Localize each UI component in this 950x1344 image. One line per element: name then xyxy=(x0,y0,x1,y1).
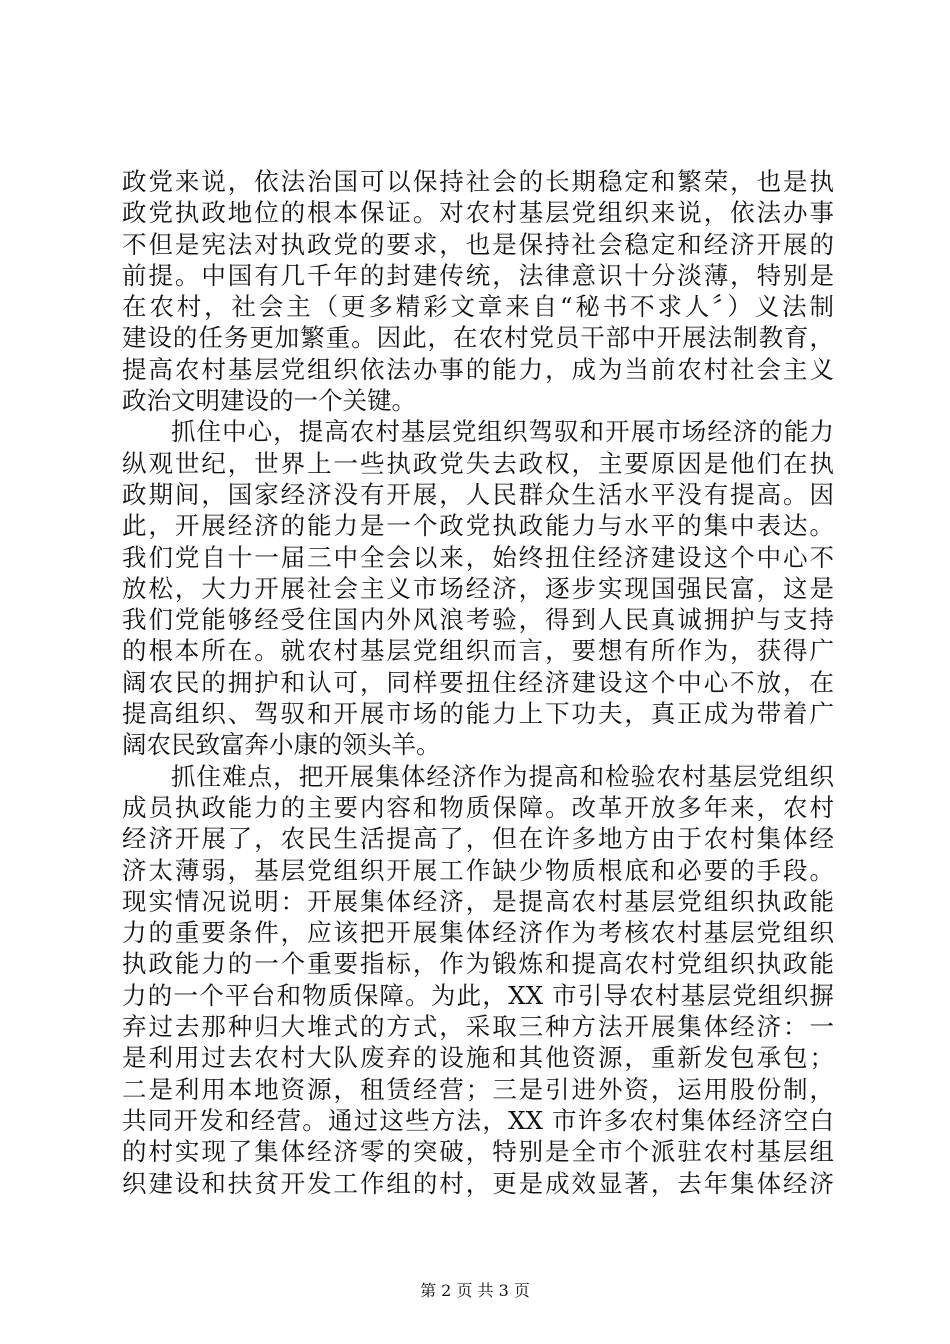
text-line: 的根本所在。就农村基层党组织而言，要想有所作为，获得广 xyxy=(122,636,834,666)
text-line: 力的重要条件，应该把开展集体经济作为考核农村基层党组织 xyxy=(122,918,834,948)
text-line: 济太薄弱，基层党组织开展工作缺少物质根底和必要的手段。 xyxy=(122,855,834,885)
text-line: 提高农村基层党组织依法办事的能力，成为当前农村社会主义 xyxy=(122,354,834,384)
text-line: 政党来说，依法治国可以保持社会的长期稳定和繁荣，也是执 xyxy=(122,167,834,196)
text-line: 放松，大力开展社会主义市场经济，逐步实现国强民富，这是 xyxy=(122,573,834,603)
text-line: 现实情况说明：开展集体经济，是提高农村基层党组织执政能 xyxy=(122,886,834,916)
text-line: 抓住中心，提高农村基层党组织驾驭和开展市场经济的能力 xyxy=(171,417,834,447)
body-text xyxy=(122,166,834,1199)
text-line: 的村实现了集体经济零的突破，特别是全市个派驻农村基层组 xyxy=(122,1137,834,1167)
text-line: 此，开展经济的能力是一个政党执政能力与水平的集中表达。 xyxy=(122,511,834,541)
text-line: 我们党能够经受住国内外风浪考验，得到人民真诚拥护与支持 xyxy=(122,605,834,635)
text-line: 政党执政地位的根本保证。对农村基层党组织来说，依法办事 xyxy=(122,198,834,228)
text-line: 建设的任务更加繁重。因此，在农村党员干部中开展法制教育， xyxy=(122,323,834,353)
text-line: 不但是宪法对执政党的要求，也是保持社会稳定和经济开展的 xyxy=(122,229,834,259)
text-line: 二是利用本地资源，租赁经营；三是引进外资，运用股份制， xyxy=(122,1074,834,1104)
text-line: 提高组织、驾驭和开展市场的能力上下功夫，真正成为带着广 xyxy=(122,699,834,729)
page-footer: 第 2 页 共 3 页 xyxy=(420,1281,530,1300)
paragraph xyxy=(122,416,834,760)
text-line: 是利用过去农村大队废弃的设施和其他资源，重新发包承包； xyxy=(122,1043,834,1073)
paragraph xyxy=(122,166,834,416)
text-line: 织建设和扶贫开发工作组的村，更是成效显著，去年集体经济 xyxy=(122,1168,834,1198)
text-line: 弃过去那种归大堆式的方式，采取三种方法开展集体经济：一 xyxy=(122,1012,834,1042)
text-line: 政治文明建设的一个关键。 xyxy=(122,386,416,416)
text-line: 阔农民致富奔小康的领头羊。 xyxy=(122,730,441,760)
text-line: 共同开发和经营。通过这些方法，XX 市许多农村集体经济空白 xyxy=(122,1105,834,1135)
paragraph xyxy=(122,761,834,1199)
text-line: 抓住难点，把开展集体经济作为提高和检验农村基层党组织 xyxy=(171,761,834,791)
text-line: 我们党自十一届三中全会以来，始终扭住经济建设这个中心不 xyxy=(122,542,834,572)
text-line: 力的一个平台和物质保障。为此，XX 市引导农村基层党组织摒 xyxy=(122,980,834,1010)
text-line: 纵观世纪，世界上一些执政党失去政权，主要原因是他们在执 xyxy=(122,448,834,478)
text-line: 前提。中国有几千年的封建传统，法律意识十分淡薄，特别是 xyxy=(122,260,834,290)
text-line: 经济开展了，农民生活提高了，但在许多地方由于农村集体经 xyxy=(122,824,834,854)
text-line: 阔农民的拥护和认可，同样要扭住经济建设这个中心不放，在 xyxy=(122,667,834,697)
text-line: 在农村，社会主（更多精彩文章来自“秘书不求人〞）义法制 xyxy=(122,292,834,322)
text-line: 成员执政能力的主要内容和物质保障。改革开放多年来，农村 xyxy=(122,792,834,822)
text-line: 执政能力的一个重要指标，作为锻炼和提高农村党组织执政能 xyxy=(122,949,834,979)
text-line: 政期间，国家经济没有开展，人民群众生活水平没有提高。因 xyxy=(122,479,834,509)
